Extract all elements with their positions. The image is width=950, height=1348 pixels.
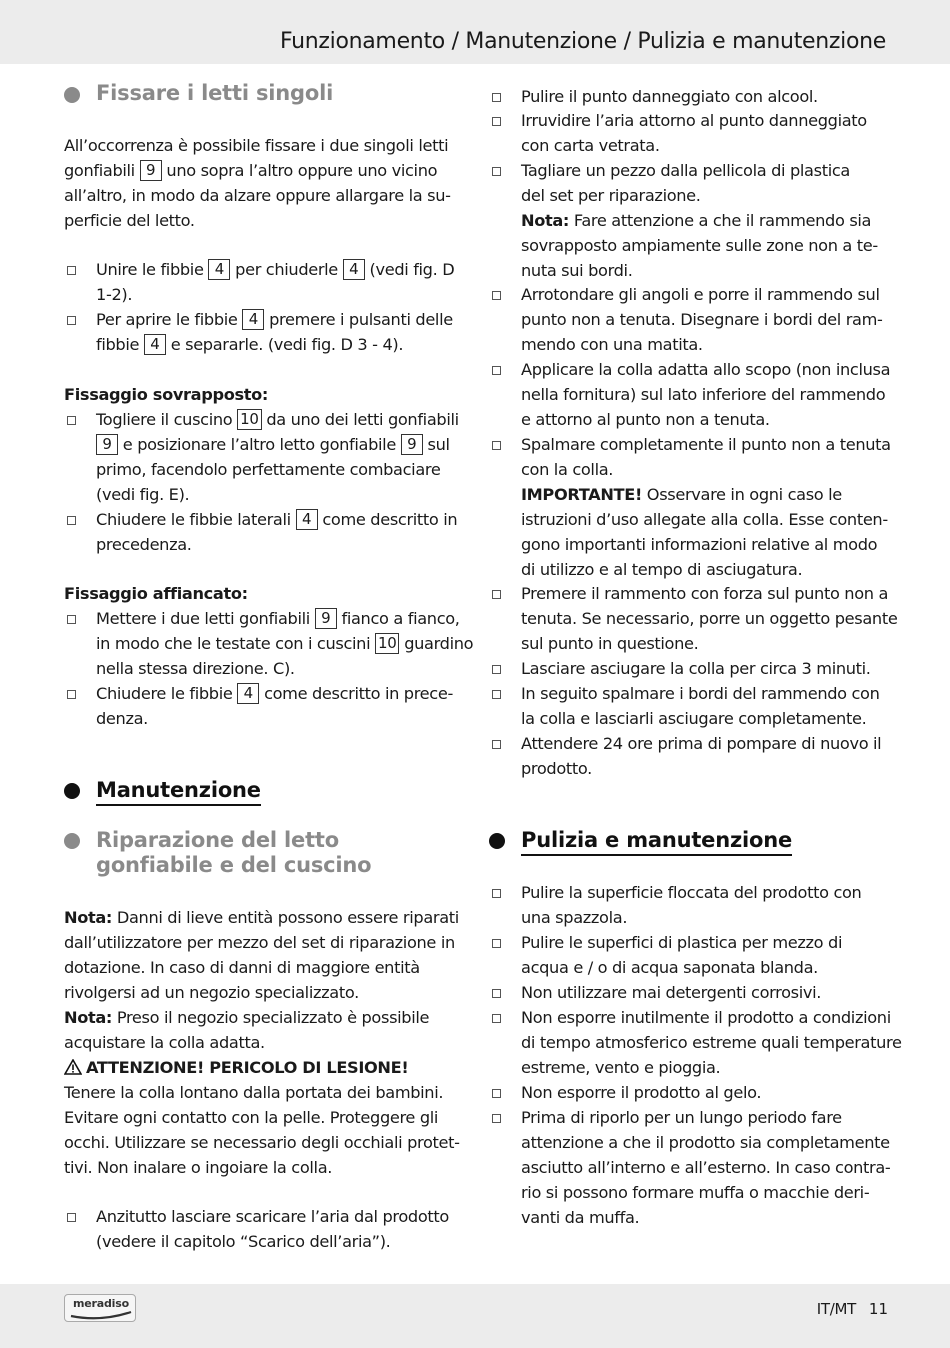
list-item: Spalmare completamente il punto non a tenuta con la colla. IMPORTANTE! Osservare in ogni caso le istruzioni d’uso allegate alla colla. Esse conten- gono importanti informazioni relative al modo di utilizzo e al tempo di asciugatura. <box>489 432 891 582</box>
heading-bullet <box>64 833 80 849</box>
list-item: Prima di riporlo per un lungo periodo fare attenzione a che il prodotto sia completamente asciutto all’interno e all’esterno. In caso contra- rio si possono formare muffa o macchie deri- vanti da muffa. <box>489 1105 891 1230</box>
list-item: Pulire la superficie floccata del prodotto con una spazzola. <box>489 880 891 930</box>
list-item: Unire le fibbie 4 per chiuderle 4 (vedi fig. D 1-2). <box>64 257 464 307</box>
checkbox-icon <box>492 1014 501 1023</box>
checkbox-icon <box>492 665 501 674</box>
list-item: Mettere i due letti gonfiabili 9 fianco a fianco, in modo che le testate con i cuscini 10 guardino nella stessa direzione. C). <box>64 606 464 681</box>
page-footer <box>0 1284 950 1348</box>
checkbox-icon <box>492 590 501 599</box>
checkbox-icon <box>492 1089 501 1098</box>
list-item: Lasciare asciugare la colla per circa 3 minuti. <box>489 656 891 681</box>
ref-box: 4 <box>296 509 318 530</box>
list-item: Non esporre il prodotto al gelo. <box>489 1080 891 1105</box>
ref-box: 4 <box>144 334 166 355</box>
page-number: 11 <box>868 1300 888 1318</box>
list-item: Pulire le superfici di plastica per mezzo di acqua e / o di acqua saponata blanda. <box>489 930 891 980</box>
checkbox-icon <box>492 441 501 450</box>
list-item: Anzitutto lasciare scaricare l’aria dal prodotto (vedere il capitolo “Scarico dell’aria”). <box>64 1204 464 1254</box>
checkbox-icon <box>492 117 501 126</box>
ref-box: 9 <box>96 434 118 455</box>
list-item: Non esporre inutilmente il prodotto a condizioni di tempo atmosferico estreme quali temperature estreme, vento e pioggia. <box>489 1005 891 1080</box>
checkbox-icon <box>67 266 76 275</box>
checkbox-icon <box>492 1114 501 1123</box>
subheading-affiancato: Fissaggio affiancato: <box>64 584 248 603</box>
checkbox-icon <box>492 366 501 375</box>
list-item: In seguito spalmare i bordi del rammendo con la colla e lasciarli asciugare completamente. <box>489 681 891 731</box>
ref-box: 4 <box>343 259 365 280</box>
list-item: Applicare la colla adatta allo scopo (non inclusa nella fornitura) sul lato inferiore del rammendo e attorno al punto non a tenuta. <box>489 357 891 432</box>
ref-box: 4 <box>208 259 230 280</box>
heading-bullet <box>64 87 80 103</box>
ref-box: 4 <box>242 309 264 330</box>
page-header <box>0 0 950 64</box>
list-item: Per aprire le fibbie 4 premere i pulsanti delle fibbie 4 e separarle. (vedi fig. D 3 - 4). <box>64 307 464 357</box>
subheading-sovrapposto: Fissaggio sovrapposto: <box>64 385 269 404</box>
brand-logo: meradiso <box>64 1294 136 1322</box>
checkbox-icon <box>67 1213 76 1222</box>
list-item: Attendere 24 ore prima di pompare di nuovo il prodotto. <box>489 731 891 781</box>
warning-icon <box>64 1059 82 1075</box>
checkbox-icon <box>492 740 501 749</box>
language-code: IT/MT <box>816 1300 856 1318</box>
list-item: Chiudere le fibbie laterali 4 come descritto in precedenza. <box>64 507 464 557</box>
list-item: Togliere il cuscino 10 da uno dei letti gonfiabili 9 e posizionare l’altro letto gonfiabile 9 sul primo, facendolo perfettamente combaciare (vedi fig. E). <box>64 407 464 507</box>
list-item: Non utilizzare mai detergenti corrosivi. <box>489 980 891 1005</box>
checkbox-icon <box>492 291 501 300</box>
checkbox-icon <box>492 167 501 176</box>
ref-box: 4 <box>237 683 259 704</box>
list-item: Tagliare un pezzo dalla pellicola di plastica del set per riparazione. Nota: Fare attenzione a che il rammendo sia sovrapposto ampiamente sulle zone non a te- nuta sui bordi. <box>489 158 891 283</box>
checkbox-icon <box>67 316 76 325</box>
list-item: Premere il rammento con forza sul punto non a tenuta. Se necessario, porre un oggetto pesante sul punto in questione. <box>489 581 891 656</box>
checkbox-icon <box>492 93 501 102</box>
logo-swoosh-icon <box>69 1310 133 1320</box>
heading-bullet <box>489 833 505 849</box>
nota-paragraph: Nota: Danni di lieve entità possono essere riparati dall’utilizzatore per mezzo del set di riparazione in dotazione. In caso di danni di maggiore entità rivolgersi ad un negozio specializzato. Nota: Preso il negozio specializzato è possibile acquistare la colla adatta. ATTENZIONE! PERICOLO DI LESIONE! Tenere la colla lontano dalla portata dei bambini. Evitare ogni contatto con la pelle. Proteggere gli occhi. Utilizzare se necessario degli occhiali protet- tivi. Non inalare o ingoiare la colla. <box>64 905 464 1180</box>
checkbox-icon <box>67 416 76 425</box>
ref-box: 9 <box>140 160 162 181</box>
intro-paragraph: All’occorrenza è possibile fissare i due singoli letti gonfiabili 9 uno sopra l’altro oppure uno vicino all’altro, in modo da alzare oppure allargare la su- perficie del letto. <box>64 136 451 230</box>
checkbox-icon <box>492 939 501 948</box>
list-item: Arrotondare gli angoli e porre il rammendo sul punto non a tenuta. Disegnare i bordi del ram- mendo con una matita. <box>489 282 891 357</box>
ref-box: 9 <box>401 434 423 455</box>
checkbox-icon <box>492 989 501 998</box>
checkbox-icon <box>67 615 76 624</box>
page-title: Funzionamento / Manutenzione / Pulizia e manutenzione <box>279 29 886 54</box>
list-item: Chiudere le fibbie 4 come descritto in prece- denza. <box>64 681 464 731</box>
list-item: Pulire il punto danneggiato con alcool. <box>489 84 891 109</box>
warning-title: ATTENZIONE! PERICOLO DI LESIONE! <box>64 1055 464 1080</box>
list-item: Irruvidire l’aria attorno al punto danneggiato con carta vetrata. <box>489 108 891 158</box>
ref-box: 10 <box>237 409 261 430</box>
ref-box: 10 <box>375 633 399 654</box>
checkbox-icon <box>67 690 76 699</box>
ref-box: 9 <box>315 608 337 629</box>
heading-bullet <box>64 783 80 799</box>
checkbox-icon <box>492 889 501 898</box>
checkbox-icon <box>492 690 501 699</box>
checkbox-icon <box>67 516 76 525</box>
